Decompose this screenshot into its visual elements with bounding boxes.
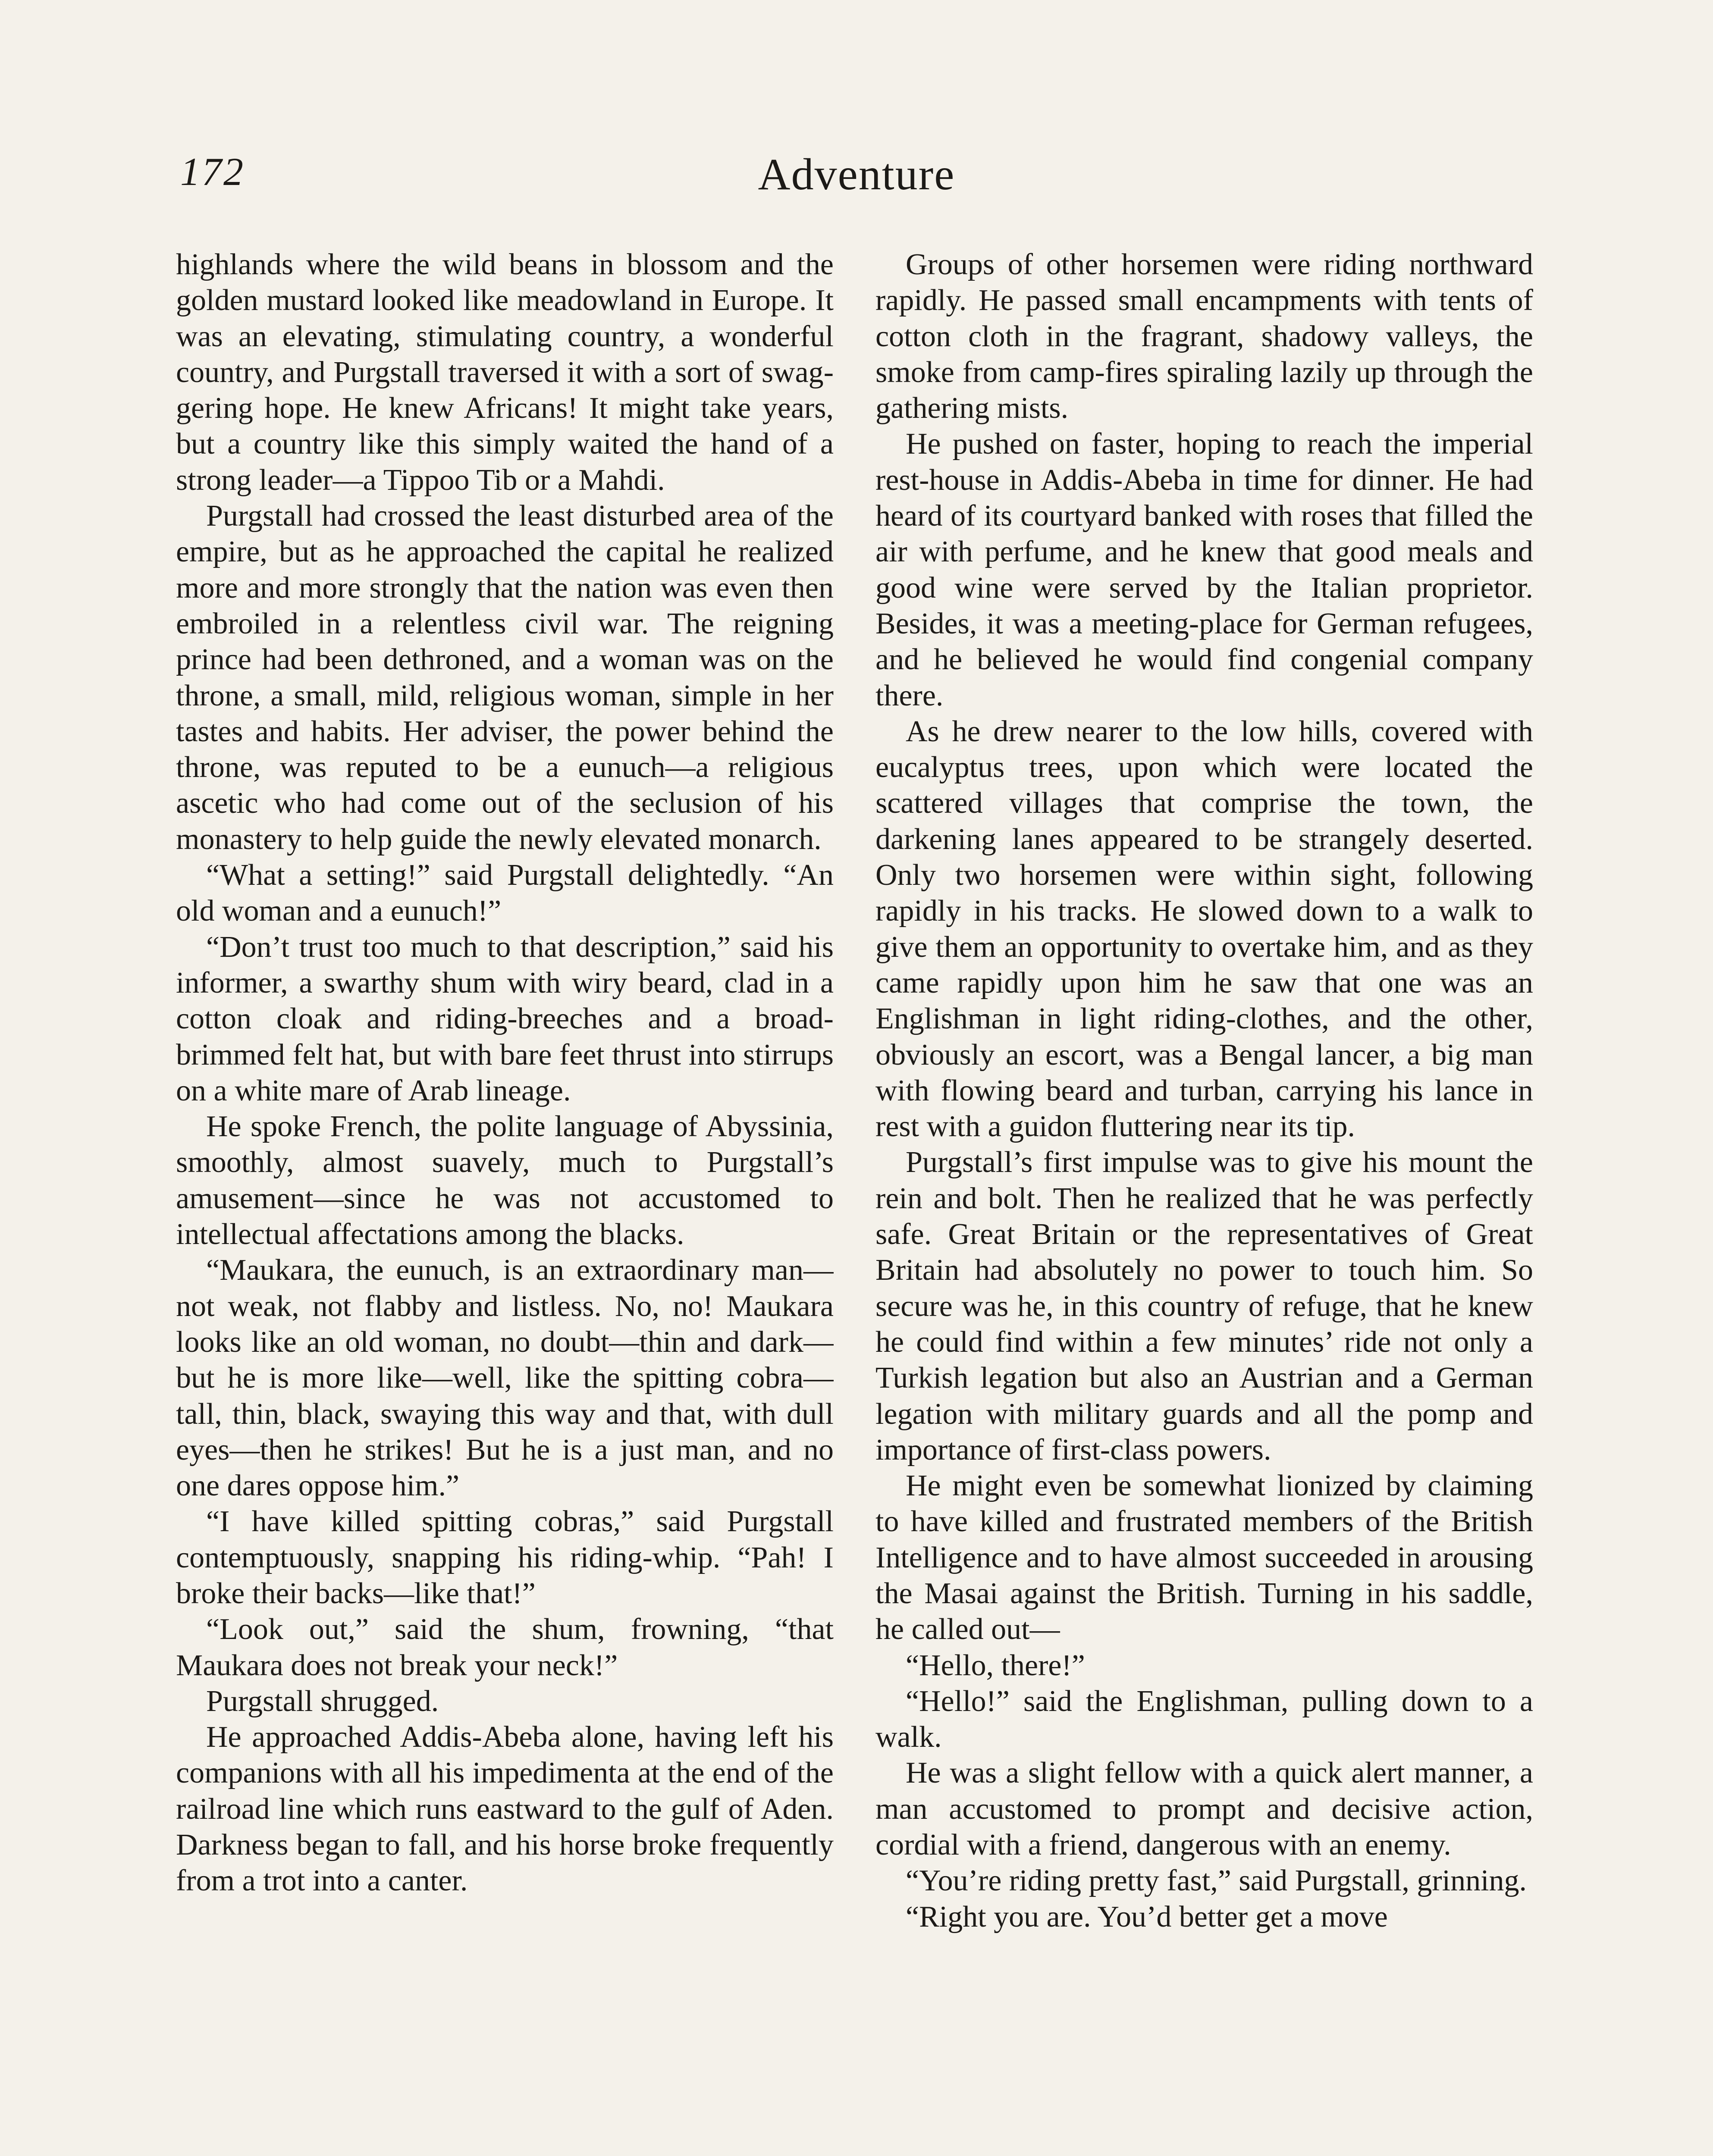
paragraph: Purgstall had crossed the least disturbed area of the empire, but as he approached the capital he realized more and more strongly that the nation was even then embroiled in a relentless civil war. The reigning prince had been dethroned, and a woman was on the throne, a small, mild, religious woman, simple in her tastes and habits. Her adviser, the power behind the throne, was reputed to be a eunuch—a religious ascetic who had come out of the seclusion of his monastery to help guide the newly elevated monarch.	[176, 499, 834, 856]
paragraph: “Right you are. You’d better get a move	[906, 1900, 1388, 1934]
paragraph: “Hello!” said the Englishman, pulling down to a walk.	[875, 1684, 1533, 1754]
paragraph: As he drew nearer to the low hills, covered with eucalyptus trees, upon which were located the scattered villages that comprise the town, the darkening lanes appeared to be strangely deserted. Only two horsemen were within sight, following rapidly in his tracks. He slowed down to a walk to give them an opportunity to overtake him, and as they came rapidly upon him he saw that one was an Englishman in light riding-clothes, and the other, obviously an escort, was a Bengal lancer, a big man with flowing beard and turban, carrying his lance in rest with a guidon fluttering near its tip.	[875, 714, 1533, 1144]
page-number: 172	[180, 150, 245, 194]
left-text-column	[176, 247, 834, 2156]
paragraph: highlands where the wild beans in blossom and the golden mustard looked like meadowland in Europe. It was an elevating, stimulating country, a wonderful country, and Purgstall traversed it with a sort of swaggering hope. He knew Africans! It might take years, but a country like this simply waited the hand of a strong leader—a Tippoo Tib or a Mahdi.	[176, 248, 834, 497]
paragraph: “Don’t trust too much to that description,” said his informer, a swarthy shum with wiry beard, clad in a cotton cloak and riding-breeches and a broad-brimmed felt hat, but with bare feet thrust into stirrups on a white mare of Arab lineage.	[176, 930, 834, 1107]
paragraph: “Maukara, the eunuch, is an extraordinary man—not weak, not flabby and listless. No, no! Maukara looks like an old woman, no doubt—thin and dark—but he is more like—well, like the spitting cobra—tall, thin, black, swaying this way and that, with dull eyes—then he strikes! But he is a just man, and no one dares oppose him.”	[176, 1253, 834, 1503]
paragraph: He might even be somewhat lionized by claiming to have killed and frustrated members of the British Intelligence and to have almost succeeded in arousing the Masai against the British. Turning in his saddle, he called out—	[875, 1469, 1533, 1646]
right-text-column	[875, 247, 1533, 2156]
paragraph: He approached Addis-Abeba alone, having left his companions with all his impedimenta at the end of the railroad line which runs eastward to the gulf of Aden. Darkness began to fall, and his horse broke frequently from a trot into a canter.	[176, 1720, 834, 1898]
paragraph: “Look out,” said the shum, frowning, “that Maukara does not break your neck!”	[176, 1613, 834, 1682]
paragraph: He was a slight fellow with a quick alert manner, a man accustomed to prompt and decisive action, cordial with a friend, dangerous with an enemy.	[875, 1756, 1533, 1862]
paragraph: “You’re riding pretty fast,” said Purgstall, grinning.	[906, 1864, 1527, 1898]
paragraph: Purgstall shrugged.	[206, 1684, 439, 1718]
paragraph: “What a setting!” said Purgstall delightedly. “An old woman and a eunuch!”	[176, 859, 834, 928]
paragraph: He spoke French, the polite language of Abyssinia, smoothly, almost suavely, much to Purgstall’s amusement—since he was not accustomed to intellectual affectations among the blacks.	[176, 1110, 834, 1251]
paragraph: “Hello, there!”	[906, 1648, 1085, 1682]
running-title: Adventure	[758, 150, 955, 199]
paragraph: “I have killed spitting cobras,” said Purgstall contemptuously, snapping his riding-whip. “Pah! I broke their backs—like that!”	[176, 1505, 834, 1610]
paragraph: Purgstall’s first impulse was to give his mount the rein and bolt. Then he realized that he was perfectly safe. Great Britain or the representatives of Great Britain had absolutely no power to touch him. So secure was he, in this country of refuge, that he knew he could find within a few minutes’ ride not only a Turkish legation but also an Austrian and a German legation with military guards and all the pomp and importance of first-class powers.	[875, 1146, 1533, 1467]
paragraph: He pushed on faster, hoping to reach the imperial rest-house in Addis-Abeba in time for dinner. He had heard of its courtyard banked with roses that filled the air with perfume, and he knew that good meals and good wine were served by the Italian proprietor. Besides, it was a meeting-place for German refugees, and he believed he would find congenial company there.	[875, 427, 1533, 712]
paragraph: Groups of other horsemen were riding northward rapidly. He passed small encampments with tents of cotton cloth in the fragrant, shadowy valleys, the smoke from camp-fires spiraling lazily up through the gathering mists.	[875, 248, 1533, 425]
